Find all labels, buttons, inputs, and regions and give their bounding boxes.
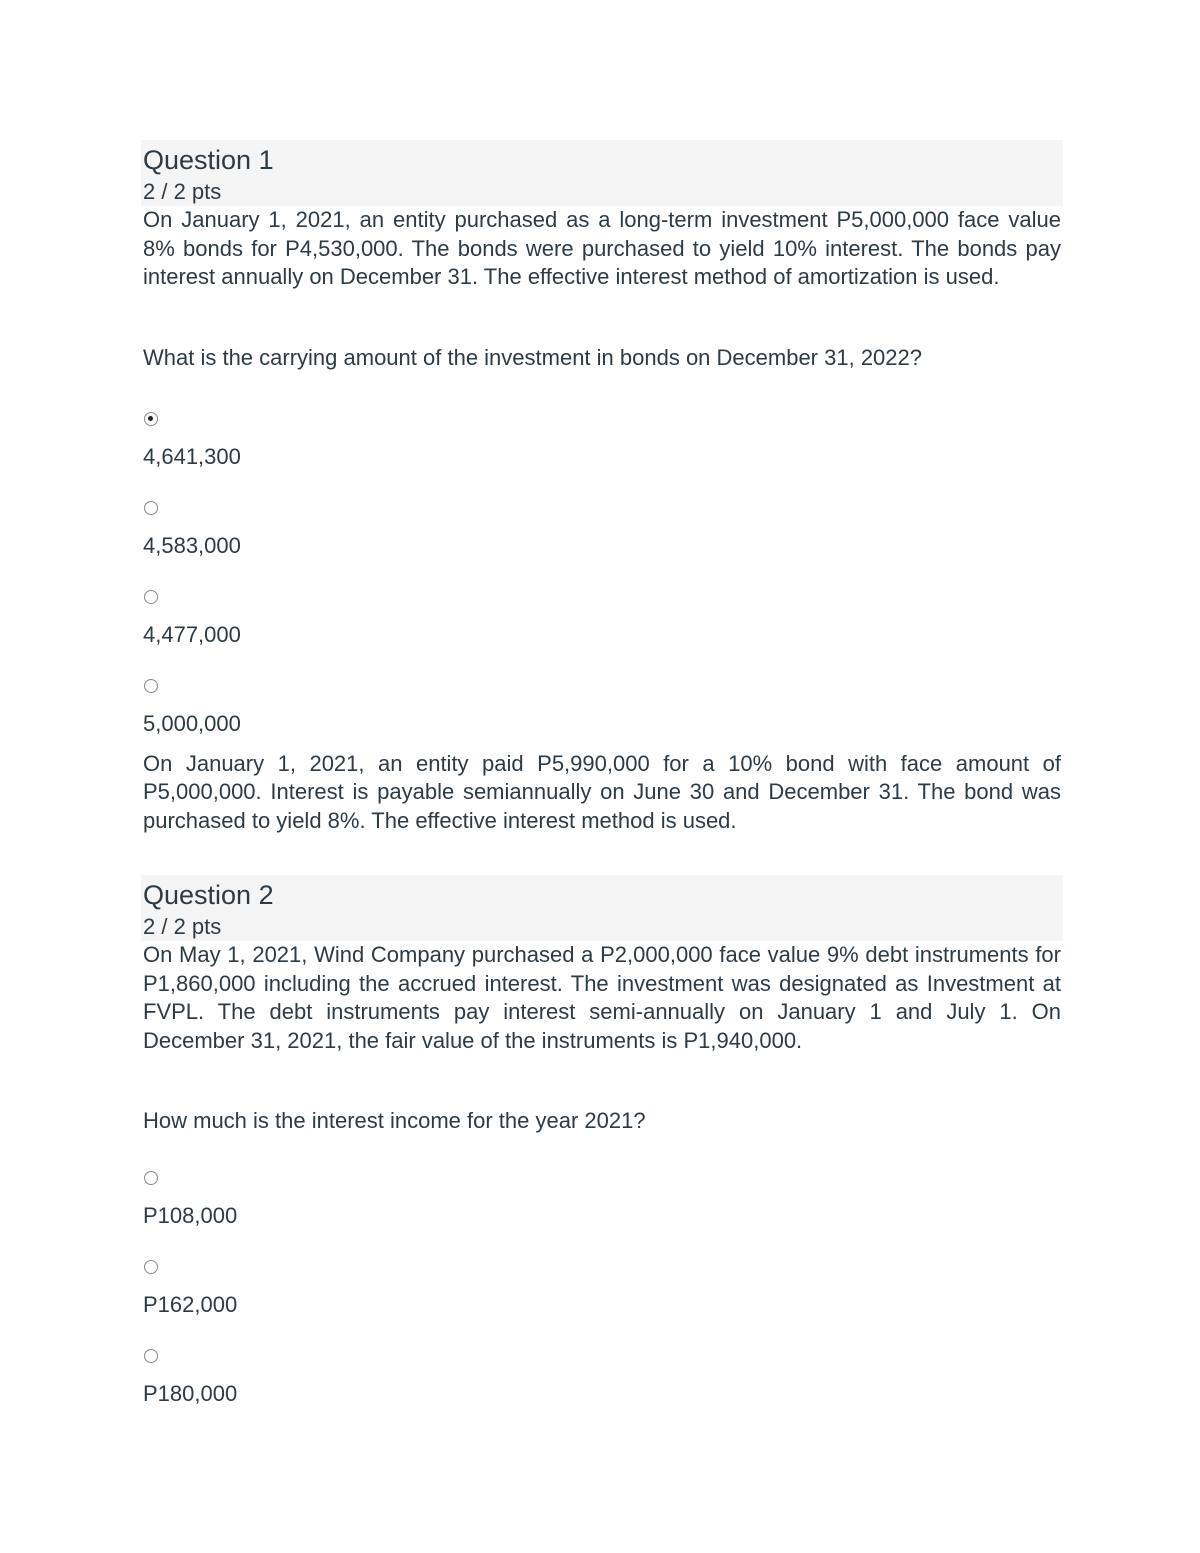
answer-option[interactable]	[141, 679, 1063, 738]
answer-label[interactable]: 4,477,000	[143, 621, 241, 647]
question-1-prompt: What is the carrying amount of the investment in bonds on December 31, 2022?	[143, 344, 922, 370]
answer-option[interactable]	[141, 501, 1063, 560]
answer-option[interactable]	[141, 590, 1063, 649]
question-2-prompt: How much is the interest income for the year 2021?	[143, 1108, 646, 1133]
question-2	[141, 875, 1063, 1408]
answer-label[interactable]: 5,000,000	[143, 710, 241, 736]
answer-label[interactable]: P180,000	[143, 1381, 238, 1406]
question-1	[141, 140, 1063, 738]
radio-selected-icon[interactable]	[144, 412, 158, 426]
answer-label[interactable]: 4,641,300	[143, 443, 241, 469]
question-2-text: On May 1, 2021, Wind Company purchased a P2,000,000 face value 9% debt instruments for P1,860,000 including the accrued interest. The investment was designated as Investment at FVPL. The debt instruments pay interest semi-annually on January 1 and July 1. On December 31, 2021, the fair value of the instruments is P1,940,000.	[143, 942, 1061, 1053]
answer-label[interactable]: 4,583,000	[143, 532, 241, 558]
radio-icon[interactable]	[144, 1260, 158, 1274]
answer-option[interactable]	[141, 1349, 1063, 1408]
quiz-page	[141, 140, 1063, 1408]
answer-label[interactable]: P162,000	[143, 1292, 238, 1317]
question-1-header	[141, 140, 1063, 206]
radio-icon[interactable]	[144, 1349, 158, 1363]
question-1-answers	[141, 412, 1063, 738]
question-2-title: Question 2	[143, 880, 274, 910]
answer-label[interactable]: P108,000	[143, 1203, 238, 1228]
question-2-answers	[141, 1171, 1063, 1408]
radio-icon[interactable]	[144, 590, 158, 604]
radio-icon[interactable]	[144, 1171, 158, 1185]
question-1-text: On January 1, 2021, an entity purchased as a long-term investment P5,000,000 face value 8% bonds for P4,530,000. The bonds were purchased to yield 10% interest. The bonds pay interest annually on December 31. The effective interest method of amortization is used.	[143, 207, 1061, 289]
answer-option[interactable]	[141, 1260, 1063, 1319]
radio-icon[interactable]	[144, 501, 158, 515]
question-1-points: 2 / 2 pts	[143, 179, 222, 204]
answer-option[interactable]	[141, 1171, 1063, 1230]
question-2-points: 2 / 2 pts	[143, 914, 222, 939]
question-2-intro-text: On January 1, 2021, an entity paid P5,990,000 for a 10% bond with face amount of P5,000,000. Interest is payable semiannually on June 30 and December 31. The bond was purchased to yield 8%. The effective interest method is used.	[143, 750, 1061, 833]
question-2-header	[141, 875, 1063, 941]
answer-option[interactable]	[141, 412, 1063, 471]
radio-icon[interactable]	[144, 679, 158, 693]
question-1-title: Question 1	[143, 145, 274, 175]
